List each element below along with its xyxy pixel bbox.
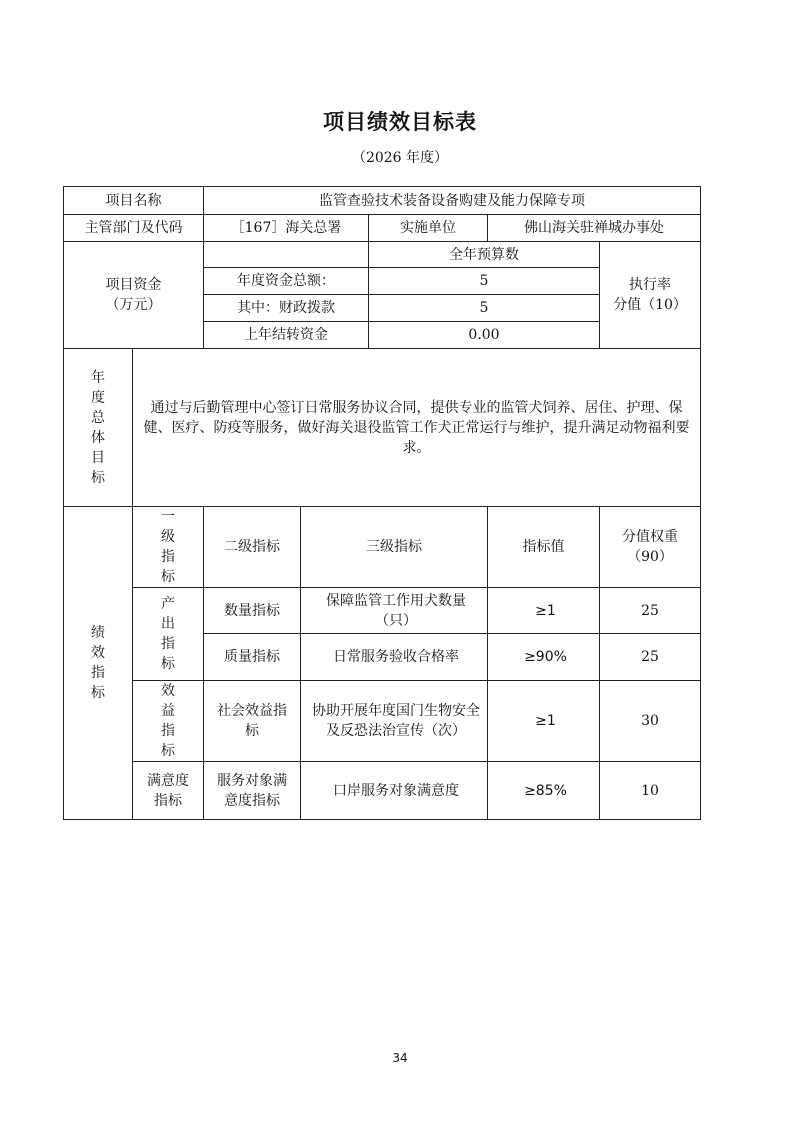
funds-label-line1: 项目资金 bbox=[105, 277, 162, 293]
indicator-weight-cell: 30 bbox=[600, 681, 701, 762]
project-name-value: 监管查验技术装备设备购建及能力保障专项 bbox=[204, 187, 701, 215]
annual-budget-header: 全年预算数 bbox=[369, 242, 600, 268]
project-name-row bbox=[64, 187, 701, 215]
funds-row-label: 年度资金总额： bbox=[204, 268, 369, 295]
indicators-label bbox=[64, 507, 133, 820]
department-row bbox=[64, 215, 701, 242]
level3-cell: 口岸服务对象满意度 bbox=[301, 762, 488, 820]
level1-cell: 满意度指标 bbox=[133, 762, 204, 820]
page-subtitle: （2026 年度） bbox=[351, 150, 449, 166]
funds-row-label: 上年结转资金 bbox=[204, 322, 369, 349]
execution-rate-cell bbox=[600, 242, 701, 349]
indicator-value-cell: ≥1 bbox=[488, 681, 600, 762]
indicator-row bbox=[64, 588, 701, 634]
level3-cell: 日常服务验收合格率 bbox=[301, 634, 488, 681]
department-label: 主管部门及代码 bbox=[64, 215, 204, 242]
funds-header-row bbox=[64, 242, 701, 268]
indicator-row bbox=[64, 681, 701, 762]
funds-label-line2: （万元） bbox=[105, 297, 162, 313]
page-title: 项目绩效目标表 bbox=[323, 110, 477, 134]
funds-row-value: 5 bbox=[369, 295, 600, 322]
level2-cell: 数量指标 bbox=[204, 588, 301, 634]
funds-row-value: 5 bbox=[369, 268, 600, 295]
execution-rate-score: 分值（10） bbox=[613, 297, 687, 313]
implementing-unit-value: 佛山海关驻禅城办事处 bbox=[488, 215, 701, 242]
performance-target-table bbox=[63, 186, 701, 820]
execution-rate-label: 执行率 bbox=[629, 277, 672, 293]
department-value: ［167］海关总署 bbox=[204, 215, 369, 242]
annual-goal-label-chars: 年度总体目标 bbox=[91, 369, 105, 486]
page-number: 34 bbox=[392, 1051, 408, 1065]
funds-label bbox=[64, 242, 204, 349]
level3-header: 三级指标 bbox=[301, 507, 488, 588]
annual-goal-label bbox=[64, 349, 133, 507]
annual-goal-row bbox=[64, 349, 701, 507]
level2-cell: 服务对象满意度指标 bbox=[204, 762, 301, 820]
level1-cell: 效益指标 bbox=[133, 681, 204, 762]
level1-header: 一级指标 bbox=[133, 507, 204, 588]
implementing-unit-label: 实施单位 bbox=[369, 215, 488, 242]
indicator-value-cell: ≥90% bbox=[488, 634, 600, 681]
indicator-weight-cell: 25 bbox=[600, 634, 701, 681]
indicator-row bbox=[64, 762, 701, 820]
indicators-header-row bbox=[64, 507, 701, 588]
level2-header: 二级指标 bbox=[204, 507, 301, 588]
annual-goal-text: 通过与后勤管理中心签订日常服务协议合同，提供专业的监管犬饲养、居住、护理、保健、医疗、防疫等服务，做好海关退役监管工作犬正常运行与维护，提升满足动物福利要求。 bbox=[133, 349, 701, 507]
funds-row-value: 0.00 bbox=[369, 322, 600, 349]
project-name-label: 项目名称 bbox=[64, 187, 204, 215]
level2-cell: 质量指标 bbox=[204, 634, 301, 681]
level3-cell: 保障监管工作用犬数量（只） bbox=[301, 588, 488, 634]
value-header: 指标值 bbox=[488, 507, 600, 588]
indicator-weight-cell: 10 bbox=[600, 762, 701, 820]
level2-cell: 社会效益指标 bbox=[204, 681, 301, 762]
indicator-value-cell: ≥85% bbox=[488, 762, 600, 820]
funds-row-label: 其中：财政拨款 bbox=[204, 295, 369, 322]
level3-cell: 协助开展年度国门生物安全及反恐法治宣传（次） bbox=[301, 681, 488, 762]
indicator-value-cell: ≥1 bbox=[488, 588, 600, 634]
indicator-weight-cell: 25 bbox=[600, 588, 701, 634]
weight-header: 分值权重（90） bbox=[600, 507, 701, 588]
level1-cell: 产出指标 bbox=[133, 588, 204, 681]
indicators-label-chars: 绩效指标 bbox=[91, 625, 105, 701]
